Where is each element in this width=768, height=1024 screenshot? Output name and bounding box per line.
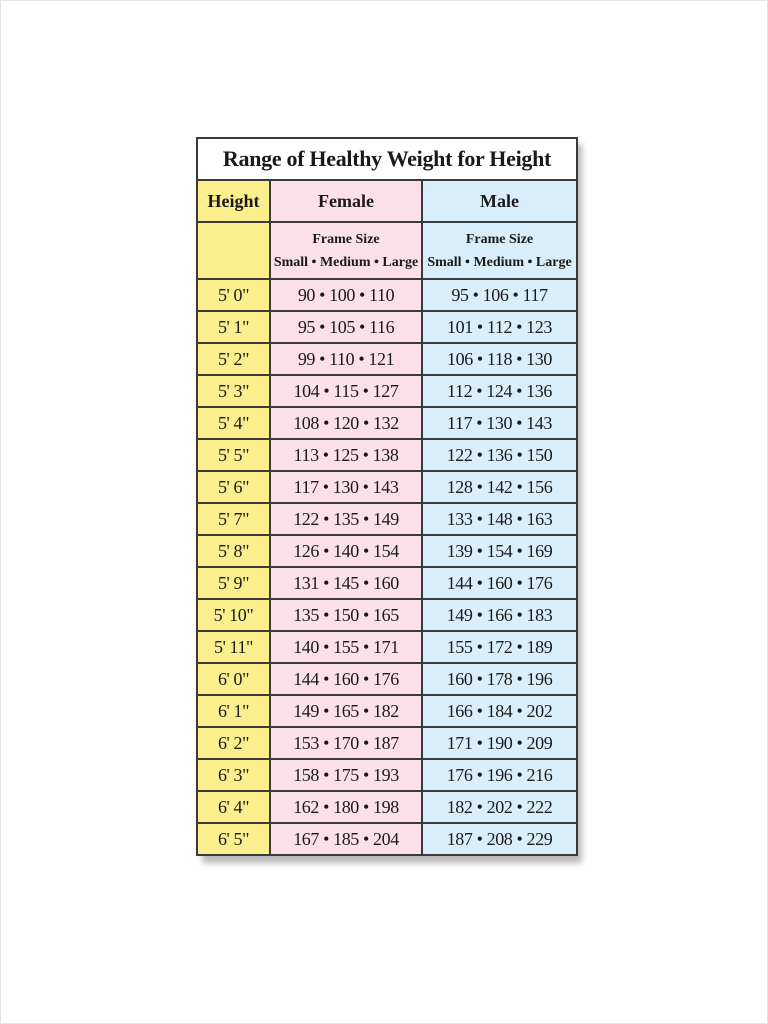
subheader-male [422, 222, 577, 279]
male-weight-cell: 106 • 118 • 130 [422, 343, 577, 375]
female-weight-cell: 99 • 110 • 121 [270, 343, 422, 375]
male-weight-cell: 166 • 184 • 202 [422, 695, 577, 727]
table-row [197, 375, 577, 407]
table-row [197, 343, 577, 375]
table-row [197, 503, 577, 535]
height-cell: 5' 11" [197, 631, 270, 663]
table-title: Range of Healthy Weight for Height [197, 138, 577, 180]
male-frame-size-label: Frame Size [465, 231, 534, 247]
female-weight-cell: 95 • 105 • 116 [270, 311, 422, 343]
height-cell: 5' 10" [197, 599, 270, 631]
table-row [197, 631, 577, 663]
male-weight-cell: 144 • 160 • 176 [422, 567, 577, 599]
male-frame-sizes: Small • Medium • Large [427, 254, 572, 270]
male-weight-cell: 155 • 172 • 189 [422, 631, 577, 663]
female-weight-cell: 140 • 155 • 171 [270, 631, 422, 663]
male-weight-cell: 112 • 124 • 136 [422, 375, 577, 407]
title-row [197, 138, 577, 180]
male-weight-cell: 182 • 202 • 222 [422, 791, 577, 823]
male-weight-cell: 95 • 106 • 117 [422, 279, 577, 311]
female-frame-size-label: Frame Size [312, 231, 380, 247]
male-weight-cell: 176 • 196 • 216 [422, 759, 577, 791]
table-row [197, 599, 577, 631]
subheader-row [197, 222, 577, 279]
table-row [197, 663, 577, 695]
height-cell: 5' 6" [197, 471, 270, 503]
header-female: Female [270, 180, 422, 222]
male-weight-cell: 187 • 208 • 229 [422, 823, 577, 855]
weight-chart-card [196, 137, 576, 856]
male-weight-cell: 122 • 136 • 150 [422, 439, 577, 471]
height-cell: 5' 9" [197, 567, 270, 599]
female-weight-cell: 117 • 130 • 143 [270, 471, 422, 503]
height-cell: 5' 5" [197, 439, 270, 471]
female-frame-sizes: Small • Medium • Large [273, 254, 419, 270]
header-male: Male [422, 180, 577, 222]
male-weight-cell: 117 • 130 • 143 [422, 407, 577, 439]
subheader-female [270, 222, 422, 279]
female-weight-cell: 149 • 165 • 182 [270, 695, 422, 727]
table-row [197, 311, 577, 343]
female-weight-cell: 162 • 180 • 198 [270, 791, 422, 823]
female-weight-cell: 104 • 115 • 127 [270, 375, 422, 407]
female-weight-cell: 108 • 120 • 132 [270, 407, 422, 439]
male-weight-cell: 160 • 178 • 196 [422, 663, 577, 695]
female-weight-cell: 167 • 185 • 204 [270, 823, 422, 855]
table-row [197, 727, 577, 759]
male-weight-cell: 149 • 166 • 183 [422, 599, 577, 631]
male-weight-cell: 139 • 154 • 169 [422, 535, 577, 567]
height-cell: 6' 0" [197, 663, 270, 695]
height-cell: 5' 2" [197, 343, 270, 375]
table-row [197, 823, 577, 855]
header-row [197, 180, 577, 222]
height-cell: 6' 4" [197, 791, 270, 823]
male-weight-cell: 128 • 142 • 156 [422, 471, 577, 503]
table-row [197, 407, 577, 439]
weight-table [196, 137, 578, 856]
height-cell: 6' 5" [197, 823, 270, 855]
height-cell: 5' 8" [197, 535, 270, 567]
female-weight-cell: 135 • 150 • 165 [270, 599, 422, 631]
table-row [197, 567, 577, 599]
height-cell: 6' 2" [197, 727, 270, 759]
table-row [197, 535, 577, 567]
height-cell: 5' 1" [197, 311, 270, 343]
table-row [197, 759, 577, 791]
table-row [197, 695, 577, 727]
male-weight-cell: 101 • 112 • 123 [422, 311, 577, 343]
female-weight-cell: 153 • 170 • 187 [270, 727, 422, 759]
male-weight-cell: 171 • 190 • 209 [422, 727, 577, 759]
table-row [197, 791, 577, 823]
table-row [197, 471, 577, 503]
male-weight-cell: 133 • 148 • 163 [422, 503, 577, 535]
height-cell: 5' 0" [197, 279, 270, 311]
female-weight-cell: 144 • 160 • 176 [270, 663, 422, 695]
female-weight-cell: 122 • 135 • 149 [270, 503, 422, 535]
height-cell: 5' 4" [197, 407, 270, 439]
table-row [197, 279, 577, 311]
female-weight-cell: 90 • 100 • 110 [270, 279, 422, 311]
header-height: Height [197, 180, 270, 222]
height-cell: 6' 1" [197, 695, 270, 727]
height-cell: 5' 7" [197, 503, 270, 535]
female-weight-cell: 126 • 140 • 154 [270, 535, 422, 567]
female-weight-cell: 158 • 175 • 193 [270, 759, 422, 791]
female-weight-cell: 113 • 125 • 138 [270, 439, 422, 471]
height-cell: 6' 3" [197, 759, 270, 791]
subheader-height-empty [197, 222, 270, 279]
table-row [197, 439, 577, 471]
height-cell: 5' 3" [197, 375, 270, 407]
female-weight-cell: 131 • 145 • 160 [270, 567, 422, 599]
